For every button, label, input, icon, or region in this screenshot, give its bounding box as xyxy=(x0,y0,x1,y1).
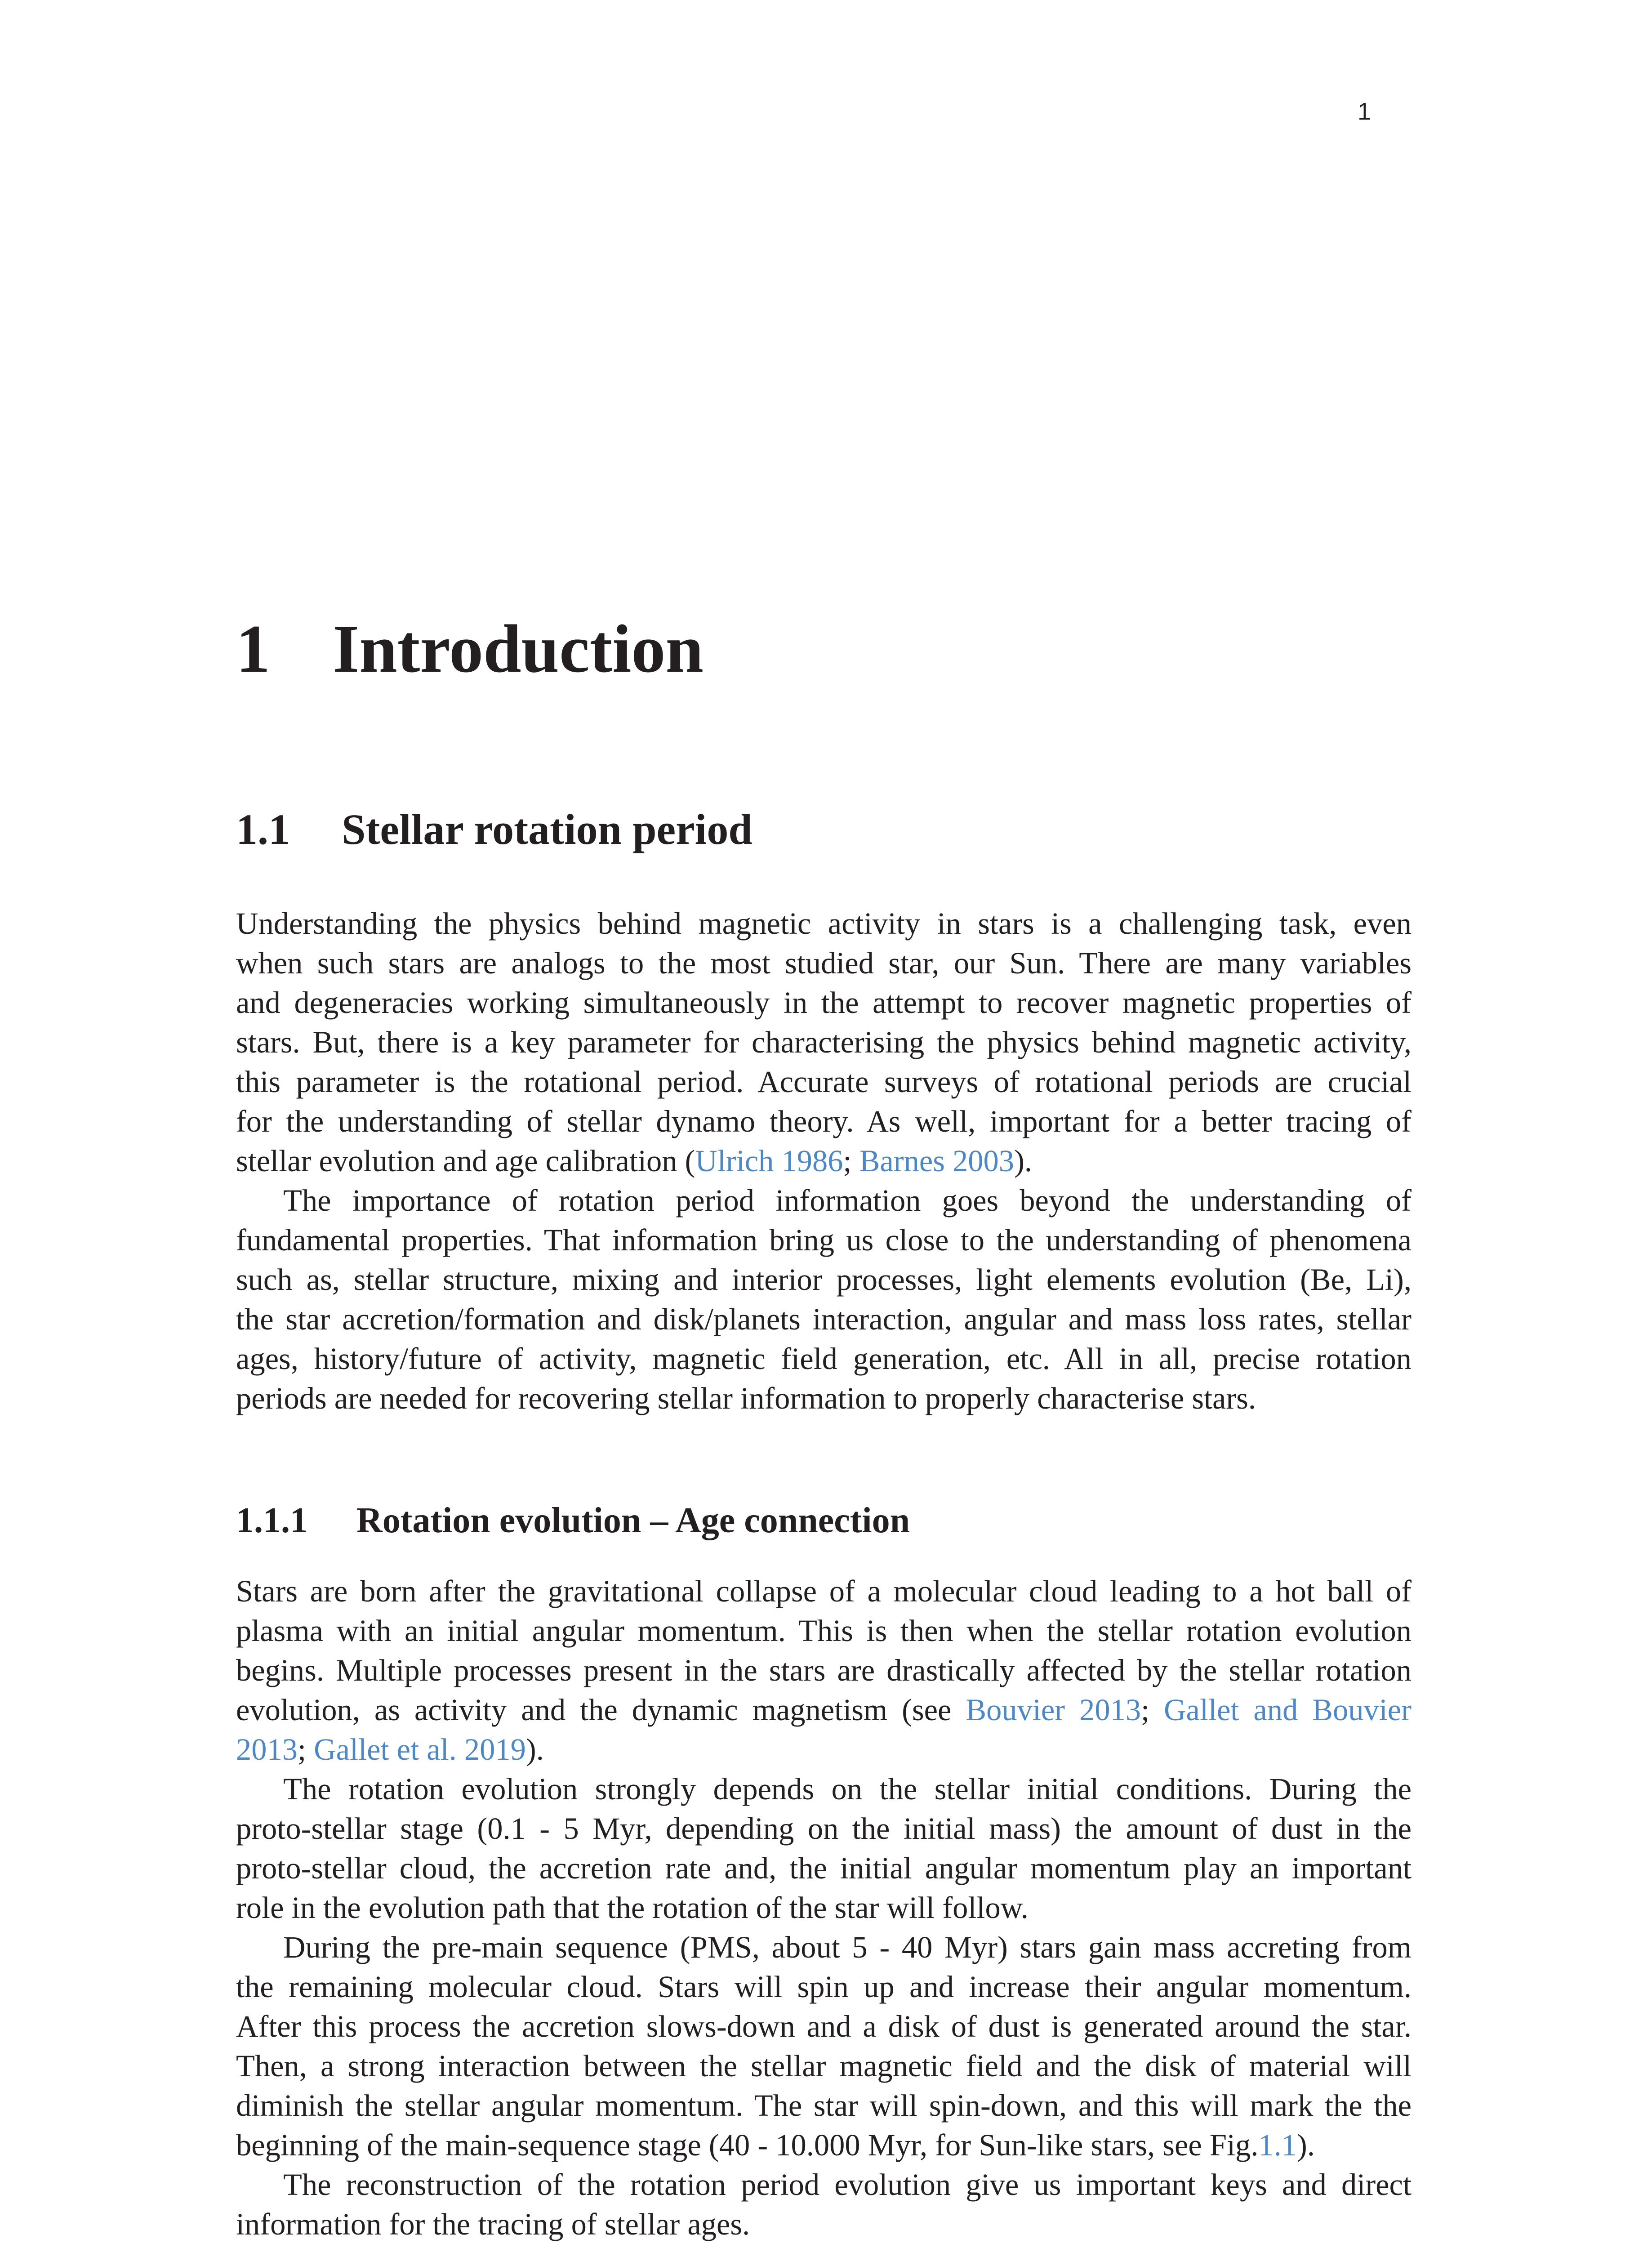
subsection-number: 1.1.1 xyxy=(236,1501,308,1540)
text-segment: diminish the stellar angular momentum. The star will spin-down, and this will mark the the xyxy=(236,2088,1412,2123)
text-line xyxy=(236,1730,1412,1769)
text-segment: stars. But, there is a key parameter for characterising the physics behind magnetic activity, xyxy=(236,1025,1412,1059)
section-title-text: Stellar rotation period xyxy=(342,805,753,853)
section-title xyxy=(236,805,753,854)
text-segment: The importance of rotation period information goes beyond the understanding of xyxy=(283,1183,1412,1218)
chapter-number: 1 xyxy=(236,611,270,687)
paragraph xyxy=(236,904,1412,1181)
page-number: 1 xyxy=(1357,98,1371,125)
chapter-title-text: Introduction xyxy=(333,611,704,687)
text-line xyxy=(236,1650,1412,1690)
text-line xyxy=(236,1927,1412,1967)
text-segment: Then, a strong interaction between the stellar magnetic field and the disk of material will xyxy=(236,2049,1412,2083)
text-segment: The reconstruction of the rotation period evolution give us important keys and direct xyxy=(283,2168,1412,2202)
section-number: 1.1 xyxy=(236,805,290,853)
text-segment: and degeneracies working simultaneously in the attempt to recover magnetic properties of xyxy=(236,986,1412,1020)
paragraph xyxy=(236,1769,1412,1927)
paragraph xyxy=(236,1927,1412,2165)
text-segment: ). xyxy=(1014,1144,1032,1178)
text-line xyxy=(236,1260,1412,1299)
text-line xyxy=(236,1611,1412,1650)
text-line xyxy=(236,1141,1412,1181)
text-segment: Stars are born after the gravitational collapse of a molecular cloud leading to a hot ball of xyxy=(236,1574,1412,1608)
text-line xyxy=(236,2165,1412,2204)
citation-link[interactable]: Gallet and Bouvier xyxy=(1164,1693,1412,1727)
text-segment: for the understanding of stellar dynamo theory. As well, important for a better tracing of xyxy=(236,1104,1412,1138)
text-segment: information for the tracing of stellar ages. xyxy=(236,2207,750,2241)
paragraph xyxy=(236,1181,1412,1418)
text-line xyxy=(236,1062,1412,1102)
chapter-title xyxy=(236,611,704,687)
text-line xyxy=(236,2007,1412,2046)
subsection-title xyxy=(236,1499,910,1542)
subsection-title-text: Rotation evolution – Age connection xyxy=(356,1501,910,1540)
text-segment: evolution, as activity and the dynamic magnetism (see xyxy=(236,1693,966,1727)
text-segment: ). xyxy=(525,1732,544,1766)
subsection-body xyxy=(236,1571,1412,2244)
text-segment: stellar evolution and age calibration ( xyxy=(236,1144,695,1178)
text-line xyxy=(236,1299,1412,1339)
text-segment: Understanding the physics behind magnetic activity in stars is a challenging task, even xyxy=(236,906,1412,941)
text-line xyxy=(236,1181,1412,1220)
text-line xyxy=(236,1378,1412,1418)
text-line xyxy=(236,1690,1412,1730)
text-line xyxy=(236,1571,1412,1611)
citation-link[interactable]: Ulrich 1986 xyxy=(695,1144,843,1178)
text-line xyxy=(236,1102,1412,1141)
paragraph xyxy=(236,1571,1412,1769)
text-segment: ; xyxy=(843,1144,859,1178)
text-line xyxy=(236,2046,1412,2086)
text-line xyxy=(236,2125,1412,2165)
text-line xyxy=(236,1022,1412,1062)
text-segment: when such stars are analogs to the most studied star, our Sun. There are many variables xyxy=(236,946,1412,980)
text-segment: this parameter is the rotational period. Accurate surveys of rotational periods are crucial xyxy=(236,1065,1412,1099)
text-segment: proto-stellar cloud, the accretion rate and, the initial angular momentum play an important xyxy=(236,1851,1412,1885)
text-segment: plasma with an initial angular momentum. This is then when the stellar rotation evolution xyxy=(236,1614,1412,1648)
text-line xyxy=(236,1967,1412,2007)
citation-link[interactable]: 1.1 xyxy=(1258,2128,1297,2162)
text-segment: the star accretion/formation and disk/planets interaction, angular and mass loss rates, stellar xyxy=(236,1302,1412,1336)
section-body xyxy=(236,904,1412,1418)
text-line xyxy=(236,1848,1412,1888)
citation-link[interactable]: 2013 xyxy=(236,1732,298,1766)
text-line xyxy=(236,2204,1412,2244)
text-line xyxy=(236,983,1412,1022)
text-segment: fundamental properties. That information bring us close to the understanding of phenomena xyxy=(236,1223,1412,1257)
text-line xyxy=(236,1339,1412,1378)
text-line xyxy=(236,2086,1412,2125)
text-line xyxy=(236,1888,1412,1927)
text-segment: begins. Multiple processes present in the stars are drastically affected by the stellar rotation xyxy=(236,1653,1412,1687)
text-segment: During the pre-main sequence (PMS, about 5 - 40 Myr) stars gain mass accreting from xyxy=(283,1930,1412,1964)
text-segment: After this process the accretion slows-down and a disk of dust is generated around the star. xyxy=(236,2009,1412,2043)
text-segment: The rotation evolution strongly depends on the stellar initial conditions. During the xyxy=(283,1772,1412,1806)
text-segment: periods are needed for recovering stellar information to properly characterise stars. xyxy=(236,1381,1256,1415)
text-segment: proto-stellar stage (0.1 - 5 Myr, depending on the initial mass) the amount of dust in the xyxy=(236,1811,1412,1846)
text-segment: ; xyxy=(298,1732,314,1766)
text-line xyxy=(236,943,1412,983)
paragraph xyxy=(236,2165,1412,2244)
citation-link[interactable]: Bouvier 2013 xyxy=(966,1693,1141,1727)
text-segment: ages, history/future of activity, magnetic field generation, etc. All in all, precise rotation xyxy=(236,1342,1412,1376)
citation-link[interactable]: Gallet et al. 2019 xyxy=(314,1732,526,1766)
text-line xyxy=(236,904,1412,943)
text-line xyxy=(236,1220,1412,1260)
text-segment: role in the evolution path that the rotation of the star will follow. xyxy=(236,1891,1029,1925)
text-line xyxy=(236,1809,1412,1848)
text-line xyxy=(236,1769,1412,1809)
citation-link[interactable]: Barnes 2003 xyxy=(859,1144,1015,1178)
text-segment: beginning of the main-sequence stage (40 - 10.000 Myr, for Sun-like stars, see Fig. xyxy=(236,2128,1259,2162)
text-segment: such as, stellar structure, mixing and interior processes, light elements evolution (Be, Li), xyxy=(236,1262,1412,1297)
text-segment: the remaining molecular cloud. Stars will spin up and increase their angular momentum. xyxy=(236,1970,1412,2004)
text-segment: ; xyxy=(1141,1693,1164,1727)
text-segment: ). xyxy=(1297,2128,1315,2162)
